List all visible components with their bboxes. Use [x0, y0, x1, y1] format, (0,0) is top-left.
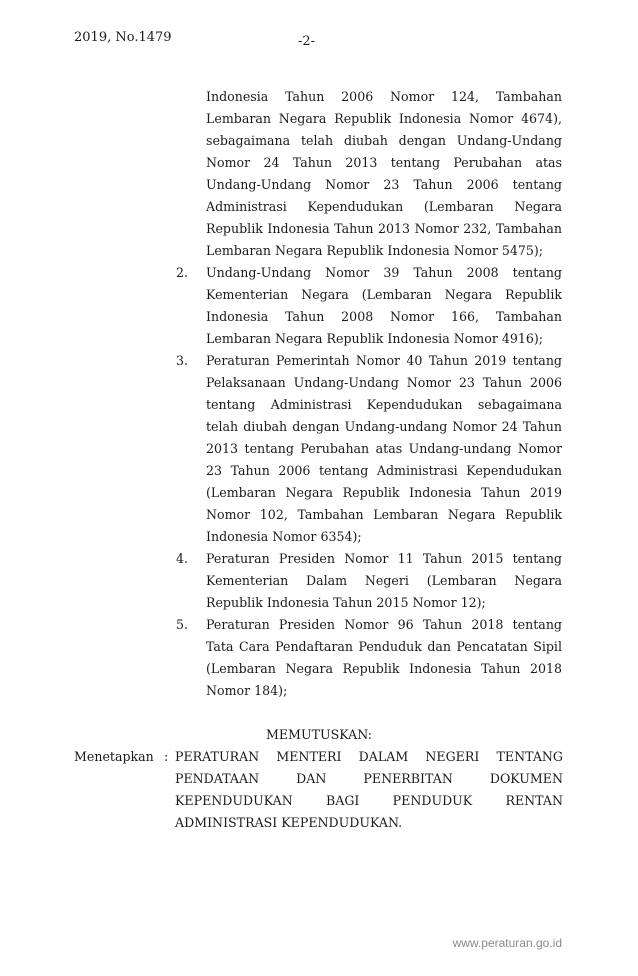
list-item-number: 3.	[176, 353, 189, 368]
continuation-paragraph: Indonesia Tahun 2006 Nomor 124, Tambahan Lembaran Negara Republik Indonesia Nomor 4674), sebagaimana telah diubah dengan Undang-Undang Nomor 24 Tahun 2013 tentang Perubahan atas Undang-Undang Nomor 23 Tahun 2006 tentang Administrasi Kependudukan (Lembaran Negara Republik Indonesia Tahun 2013 Nomor 232, Tambahan Lembaran Negara Republik Indonesia Nomor 5475);	[206, 89, 562, 258]
stipulation-colon: :	[164, 749, 169, 764]
page-number: -2-	[298, 34, 316, 49]
list-item-text: Undang-Undang Nomor 39 Tahun 2008 tentang Kementerian Negara (Lembaran Negara Republik Indonesia Tahun 2008 Nomor 166, Tambahan Lembaran Negara Republik Indonesia Nomor 4916);	[206, 265, 562, 346]
list-item	[176, 350, 562, 548]
list-item-number: 2.	[176, 265, 189, 280]
decision-heading: MEMUTUSKAN:	[265, 727, 373, 742]
list-item-number: 5.	[176, 617, 189, 632]
gazette-id: 2019, No.1479	[74, 30, 172, 45]
list-item-text: Peraturan Pemerintah Nomor 40 Tahun 2019 tentang Pelaksanaan Undang-Undang Nomor 23 Tahun 2006 tentang Administrasi Kependudukan sebagaimana telah diubah dengan Undang-undang Nomor 24 Tahun 2013 tentang Perubahan atas Undang-undang Nomor 23 Tahun 2006 tentang Administrasi Kependudukan (Lembaran Negara Republik Indonesia Tahun 2019 Nomor 102, Tambahan Lembaran Negara Republik Indonesia Nomor 6354);	[206, 353, 562, 544]
list-item	[176, 262, 562, 350]
list-item-text: Peraturan Presiden Nomor 11 Tahun 2015 tentang Kementerian Dalam Negeri (Lembaran Negara Republik Indonesia Tahun 2015 Nomor 12);	[206, 551, 562, 610]
website-watermark: www.peraturan.go.id	[452, 936, 562, 950]
stipulation-label: Menetapkan	[74, 749, 154, 764]
list-item-text: Peraturan Presiden Nomor 96 Tahun 2018 tentang Tata Cara Pendaftaran Penduduk dan Pencatatan Sipil (Lembaran Negara Republik Indonesia Tahun 2018 Nomor 184);	[206, 617, 562, 698]
list-item-number: 4.	[176, 551, 189, 566]
stipulation-text: PERATURAN MENTERI DALAM NEGERI TENTANG PENDATAAN DAN PENERBITAN DOKUMEN KEPENDUDUKAN BAGI PENDUDUK RENTAN ADMINISTRASI KEPENDUDUKAN.	[175, 749, 563, 830]
legal-basis-list	[176, 262, 562, 702]
list-item	[176, 548, 562, 614]
list-item	[176, 614, 562, 702]
